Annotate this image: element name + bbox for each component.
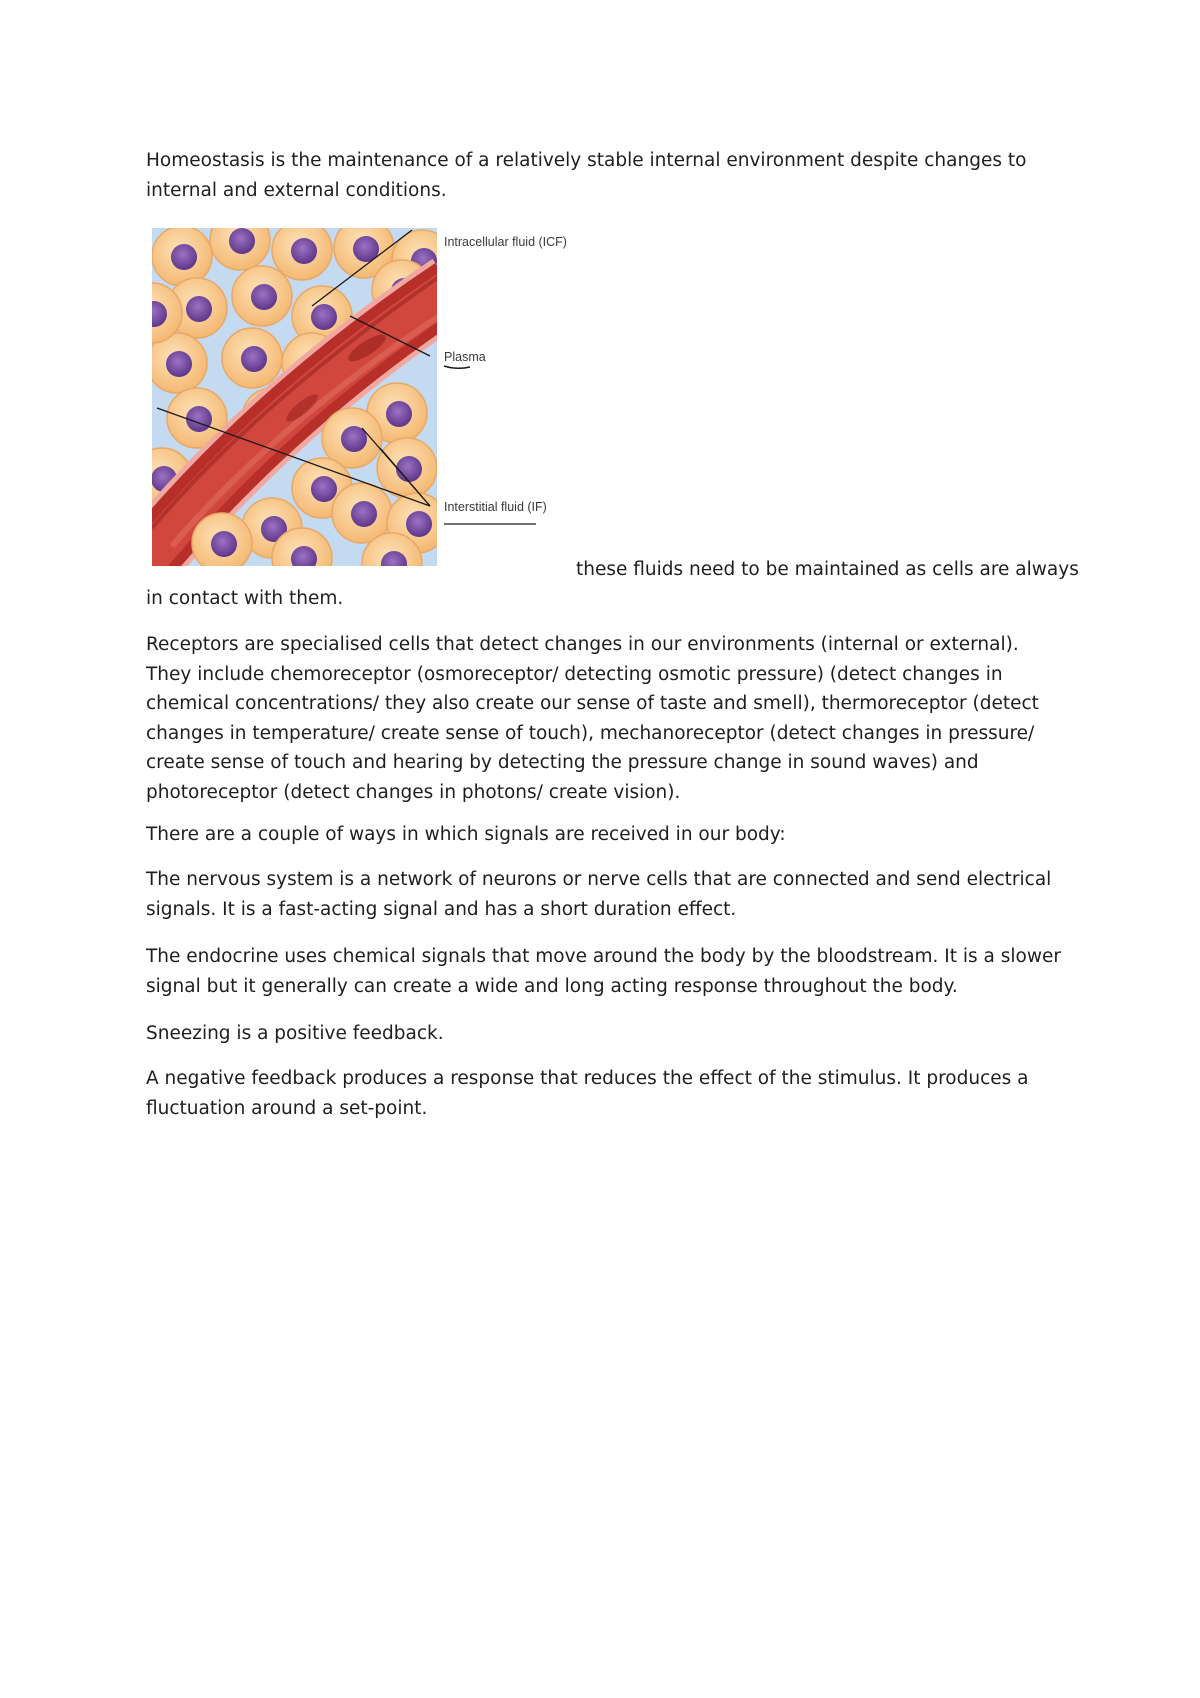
nucleus-icon [406, 511, 432, 537]
nucleus-icon [291, 238, 317, 264]
cell-icon [377, 438, 437, 498]
nucleus-icon [186, 296, 212, 322]
cell-icon [232, 266, 292, 326]
label-intracellular-fluid: Intracellular fluid (ICF) [444, 235, 567, 249]
label-plasma: Plasma [444, 350, 486, 364]
nucleus-icon [241, 346, 267, 372]
nucleus-icon [211, 531, 237, 557]
paragraph-homeostasis-definition: Homeostasis is the maintenance of a relatively stable internal environment despite changes to internal and external conditions. [146, 150, 1027, 201]
nucleus-icon [396, 456, 422, 482]
cell-icon [192, 513, 252, 568]
nucleus-icon [166, 351, 192, 377]
figure-caption-continuation: in contact with them. [146, 588, 344, 609]
paragraph-endocrine-system: The endocrine uses chemical signals that move around the body by the bloodstream. It is a slower signal but it generally can create a wide and long acting response throughout the body. [146, 946, 1061, 997]
nucleus-icon [186, 406, 212, 432]
cell-icon [222, 328, 282, 388]
label-interstitial-fluid: Interstitial fluid (IF) [444, 500, 547, 514]
paragraph-nervous-system: The nervous system is a network of neurons or nerve cells that are connected and send electrical signals. It is a fast-acting signal and has a short duration effect. [146, 869, 1052, 920]
plasma-underline [444, 366, 470, 368]
paragraph-signal-ways: There are a couple of ways in which signals are received in our body: [146, 824, 786, 845]
nucleus-icon [251, 284, 277, 310]
nucleus-icon [386, 401, 412, 427]
nucleus-icon [311, 304, 337, 330]
paragraph-receptors: Receptors are specialised cells that detect changes in our environments (internal or external). They include chemoreceptor (osmoreceptor/ detecting osmotic pressure) (detect changes in chemical concentrations/ they also create our sense of taste and smell), thermoreceptor (detect changes in temperature/ create sense of touch), mechanoreceptor (detect changes in pressure/ create sense of touch and hearing by detecting the pressure change in sound waves) and photoreceptor (detect changes in photons/ create vision). [146, 634, 1039, 803]
figure-caption-inline: these fluids need to be maintained as cells are always [576, 559, 1079, 580]
cell-icon [152, 228, 212, 286]
body-fluids-diagram [152, 228, 582, 568]
nucleus-icon [311, 476, 337, 502]
nucleus-icon [229, 228, 255, 254]
nucleus-icon [171, 244, 197, 270]
diagram-labels [444, 235, 567, 524]
nucleus-icon [351, 501, 377, 527]
paragraph-positive-feedback: Sneezing is a positive feedback. [146, 1023, 444, 1044]
paragraph-negative-feedback: A negative feedback produces a response that reduces the effect of the stimulus. It produces a fluctuation around a set-point. [146, 1068, 1029, 1119]
